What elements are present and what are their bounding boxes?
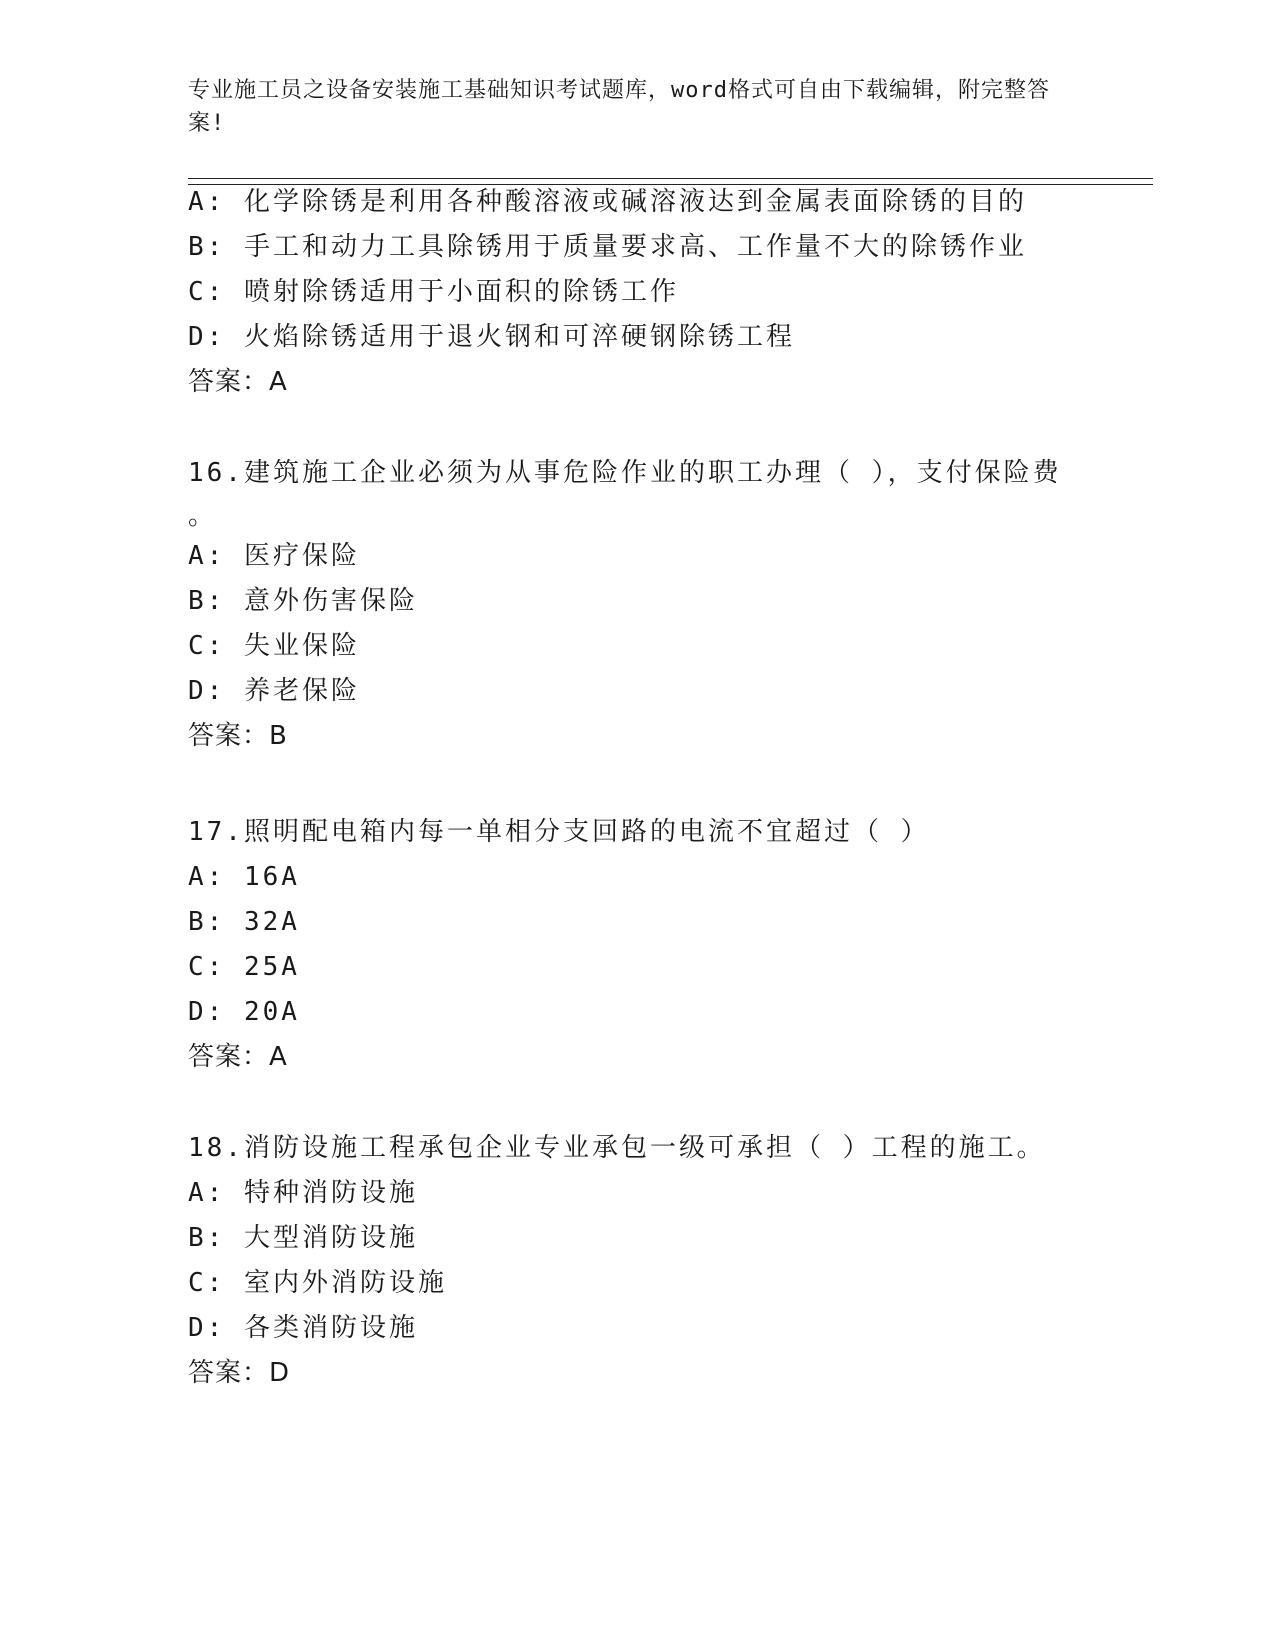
- option-b: B: 大型消防设施: [188, 1223, 418, 1253]
- option-d: D: 各类消防设施: [188, 1313, 418, 1343]
- option-b: B: 意外伤害保险: [188, 586, 418, 616]
- question-text: 16.建筑施工企业必须为从事危险作业的职工办理（ ），支付保险费: [188, 458, 1062, 488]
- answer: 答案：A: [188, 367, 288, 397]
- option-a: A: 特种消防设施: [188, 1178, 418, 1208]
- option-c: C: 室内外消防设施: [188, 1268, 447, 1298]
- option-d: D: 养老保险: [188, 676, 360, 706]
- option-d: D: 20A: [188, 997, 300, 1027]
- option-b: B: 32A: [188, 907, 300, 937]
- option-a: A: 医疗保险: [188, 541, 360, 571]
- option-c: C: 25A: [188, 952, 300, 982]
- answer: 答案：B: [188, 721, 288, 751]
- question-15-block: [188, 180, 1088, 405]
- option-d: D: 火焰除锈适用于退火钢和可淬硬钢除锈工程: [188, 322, 795, 352]
- option-b: B: 手工和动力工具除锈用于质量要求高、工作量不大的除锈作业: [188, 232, 1027, 262]
- option-c: C: 喷射除锈适用于小面积的除锈工作: [188, 277, 679, 307]
- question-16-block: [188, 448, 1088, 759]
- option-a: A: 16A: [188, 862, 300, 892]
- option-c: C: 失业保险: [188, 631, 360, 661]
- answer: 答案：A: [188, 1042, 288, 1072]
- header-rule-top: [188, 178, 1153, 179]
- document-header: 专业施工员之设备安装施工基础知识考试题库，word格式可自由下载编辑，附完整答案!: [188, 78, 1050, 136]
- answer: 答案：D: [188, 1358, 291, 1388]
- question-18-block: [188, 1126, 1088, 1396]
- question-text: 17.照明配电箱内每一单相分支回路的电流不宜超过（ ）: [188, 817, 930, 847]
- option-a: A: 化学除锈是利用各种酸溶液或碱溶液达到金属表面除锈的目的: [188, 187, 1027, 217]
- question-17-block: [188, 810, 1088, 1080]
- question-text-continued: 。: [188, 501, 218, 531]
- question-text: 18.消防设施工程承包企业专业承包一级可承担（ ）工程的施工。: [188, 1133, 1046, 1163]
